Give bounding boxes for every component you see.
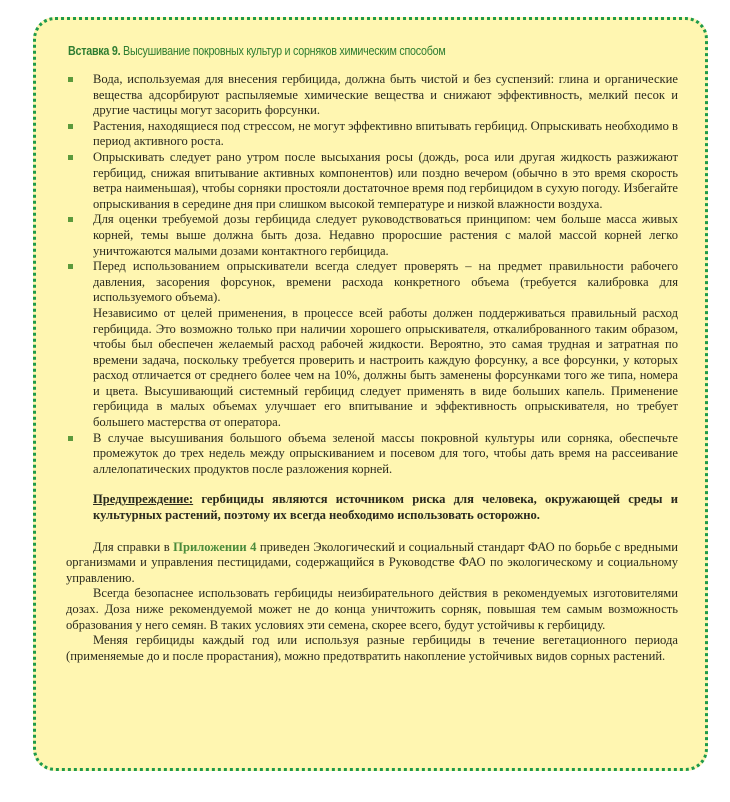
square-bullet-icon — [68, 124, 73, 129]
list-item: Растения, находящиеся под стрессом, не могут эффективно впитывать гербицид. Опрыскивать необходимо в период активного роста. — [66, 119, 678, 150]
square-bullet-icon — [68, 217, 73, 222]
inset-title-text: Высушивание покровных культур и сорняков химическим способом — [120, 44, 446, 58]
list-item: Для оценки требуемой дозы гербицида следует руководствоваться принципом: чем больше масса живых корней, темы выше должна быть доза. Недавно проросшие растения с малой массой корней легко уничтожаются малыми дозами контактного гербицида. — [66, 212, 678, 259]
inset-content — [66, 72, 678, 664]
warning-label: Предупреждение: — [93, 492, 194, 507]
list-item: Опрыскивать следует рано утром после высыхания росы (дождь, роса или другая жидкость разжижают гербицид, снижая впитывание активных компонентов) или поздно вечером (обычно в это время скорость ветра наименьшая), чтобы сорняки простояли достаточное время под гербицидом в сухую погоду. Избегайте опрыскивания в середине дня при слишком высокой температуре и низкой влажности воздуха. — [66, 150, 678, 212]
warning-note — [66, 492, 678, 523]
list-item: Перед использованием опрыскиватели всегда следует проверять – на предмет правильности рабочего давления, засорения форсунок, времени расхода конкретного объема (требуется калибровка для используемого объема). — [66, 259, 678, 306]
list-item: Вода, используемая для внесения гербицида, должна быть чистой и без суспензий: глина и органические вещества адсорбируют распыляемые химические вещества и снижают эффективность, мелкий песок и другие частицы могут засорить форсунки. — [66, 72, 678, 119]
warning-text: гербициды являются источником риска для человека, окружающей среды и культурных растений, поэтому их всегда необходимо использовать осторожно. — [93, 492, 678, 523]
recommendation-list — [66, 72, 678, 306]
reference-paragraph: Для справки в Приложении 4 приведен Экологический и социальный стандарт ФАО по борьбе с вредными организмами и управления пестицидами, содержащийся в Руководстве ФАО по экологическому и социальному управлению. — [66, 539, 678, 585]
inset-title-number: Вставка 9. — [68, 44, 121, 58]
list-item: В случае высушивания большого объема зеленой массы покровной культуры или сорняка, обеспечьте промежуток до трех недель между опрыскиванием и посевом для того, чтобы дать время на рассеивание аллелопатических продуктов после разложения корней. — [66, 431, 678, 478]
inset-box — [33, 17, 708, 771]
appendix-4-link[interactable]: Приложении 4 — [173, 539, 257, 554]
calibration-paragraph: Независимо от целей применения, в процессе всей работы должен поддерживаться правильный расход гербицида. Это возможно только при наличии хорошего опрыскивателя, откалиброванного таким образом, чтобы был обеспечен желаемый расход рабочей жидкости. Вероятно, это самая трудная и затратная по времени задача, поскольку требуется проверить и настроить каждую форсунку, а все форсунки, у которых расход отличается от среднего более чем на 10%, должны быть заменены форсунками того же типа, номера и цвета. Высушивающий системный гербицид следует применять в виде больших капель. Применение гербицида в малых объемах улучшает его впитывание и эффективность опрыскивателя, но требует большего мастерства от оператора. — [93, 305, 678, 430]
dosage-paragraph: Всегда безопаснее использовать гербициды неизбирательного действия в рекомендуемых изготовителями дозах. Доза ниже рекомендуемой может не до конца уничтожить сорняк, повышая тем самым возможность образования у него семян. В таких условиях эти семена, скорее всего, будут устойчивы к гербициду. — [66, 586, 678, 632]
square-bullet-icon — [68, 264, 73, 269]
rotation-paragraph: Меняя гербициды каждый год или используя разные гербициды в течение вегетационного периода (применяемые до и после прорастания), можно предотвратить накопление устойчивых видов сорных растений. — [66, 633, 678, 663]
square-bullet-icon — [68, 436, 73, 441]
inset-title — [68, 44, 445, 58]
square-bullet-icon — [68, 155, 73, 160]
recommendation-list-continued — [66, 431, 678, 478]
square-bullet-icon — [68, 77, 73, 82]
